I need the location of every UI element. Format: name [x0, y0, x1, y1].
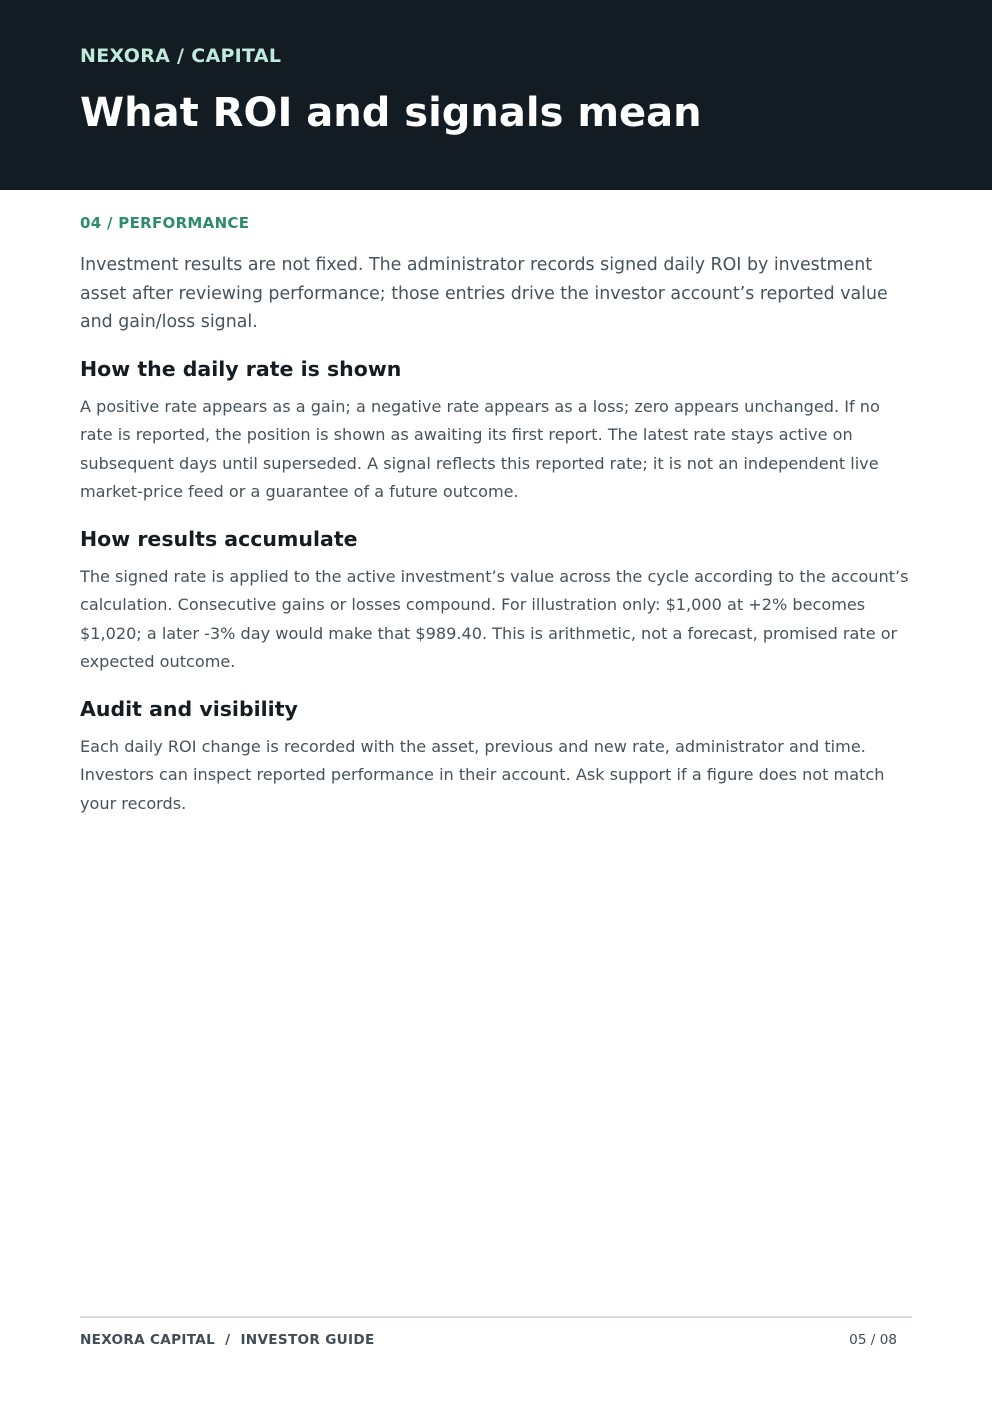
- section-label: 04 / PERFORMANCE: [80, 214, 250, 232]
- paragraph-daily-rate: A positive rate appears as a gain; a negative rate appears as a loss; zero appears unchanged. If no rate is reported, the position is shown as awaiting its first report. The latest rate stays active on subsequent days until superseded. A signal reflects this reported rate; it is not an independent live market-price feed or a guarantee of a future outcome.: [80, 397, 880, 502]
- paragraph-accumulate: The signed rate is applied to the active investment’s value across the cycle according to the account’s calculation. Consecutive gains or losses compound. For illustration only: $1,000 at +2% becomes $1,020; a later -3% day would make that $989.40. This is arithmetic, not a forecast, promised rate or expected outcome.: [80, 567, 909, 672]
- page-header: [0, 0, 992, 190]
- brand-label: NEXORA / CAPITAL: [80, 45, 282, 67]
- page-number: 05 / 08: [849, 1332, 897, 1348]
- heading-accumulate: How results accumulate: [80, 527, 358, 551]
- page-title: What ROI and signals mean: [80, 90, 702, 136]
- heading-daily-rate: How the daily rate is shown: [80, 357, 402, 381]
- intro-paragraph: Investment results are not fixed. The administrator records signed daily ROI by investment asset after reviewing performance; those entries drive the investor account’s reported value and gain/loss signal.: [80, 255, 888, 332]
- paragraph-audit: Each daily ROI change is recorded with the asset, previous and new rate, administrator and time. Investors can inspect reported performance in their account. Ask support if a figure does not match your records.: [80, 737, 885, 813]
- heading-audit: Audit and visibility: [80, 697, 298, 721]
- footer-divider: [80, 1316, 912, 1318]
- footer-guide-label: NEXORA CAPITAL / INVESTOR GUIDE: [80, 1332, 375, 1348]
